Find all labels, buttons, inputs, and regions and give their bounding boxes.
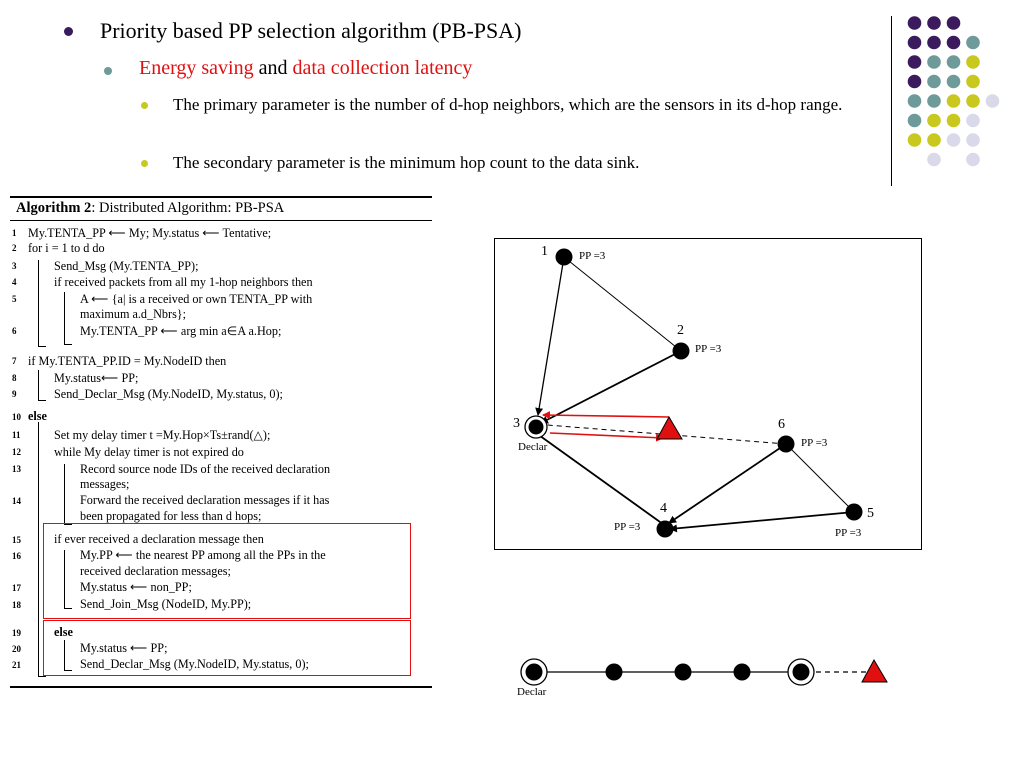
algorithm-box [10,196,432,692]
decorative-dot-grid [895,10,1020,168]
decorative-dot [908,75,922,89]
code-line-continued: messages; [80,477,130,491]
bullet-dot-level3 [141,160,148,167]
edge-3-4 [536,433,667,527]
while-block-bar [64,464,65,524]
decorative-dot [927,153,941,167]
code-line: Send_Msg (My.TENTA_PP); [54,259,199,273]
decorative-dot [966,75,980,89]
code-line: Send_Declar_Msg (My.NodeID, My.status, 0); [80,657,309,671]
network-diagram [494,238,922,550]
chain-sink-triangle [862,660,887,682]
code-line: My.status⟵ PP; [54,371,139,385]
code-line-continued: received declaration messages; [80,564,231,578]
node-pp-6: PP =3 [801,437,828,449]
decorative-dot [908,114,922,128]
decorative-dot [947,133,961,147]
node-2 [673,343,690,360]
line-number: 19 [12,628,21,638]
code-line: Send_Declar_Msg (My.NodeID, My.status, 0); [54,387,283,401]
line-number: 8 [12,373,17,383]
decorative-dot [927,16,941,30]
edge-2-3 [541,351,681,423]
code-line: My.status ⟵ non_PP; [80,580,192,594]
decorative-dot [908,55,922,69]
code-line: My.status ⟵ PP; [80,641,168,655]
line-number: 13 [12,464,21,474]
node-label-3: Declar [518,441,548,453]
code-line: My.TENTA_PP ⟵ My; My.status ⟵ Tentative; [28,226,272,240]
node-pp-5: PP =3 [835,527,862,539]
decorative-dot [908,94,922,108]
chain-node-declar [526,664,543,681]
code-line: else [28,409,47,423]
decorative-dot [927,114,941,128]
title-rule [10,220,432,221]
code-line: Send_Join_Msg (NodeID, My.PP); [80,597,252,611]
node-id-5: 5 [867,506,874,521]
energy-saving-text: Energy saving [139,57,254,79]
line-number: 14 [12,496,21,506]
line-number: 10 [12,412,21,422]
chain-node [675,664,692,681]
code-line: Record source node IDs of the received declaration [80,462,331,476]
bullet-dot-level1 [64,27,73,36]
bullet-level3-primary: The primary parameter is the number of d-hop neighbors, which are the sensors in its d-hop range. [173,95,843,114]
code-line-continued: been propagated for less than d hops; [80,509,262,523]
line-number: 1 [12,228,17,238]
edge-6-4 [669,444,786,523]
red-arrow-bottom [550,433,663,438]
decorative-dot [947,55,961,69]
bullet-dot-level3 [141,102,148,109]
code-line: while My delay timer is not expired do [54,445,244,459]
edge-1-2 [564,257,681,351]
bar-end [38,400,46,401]
network-graph [495,239,921,549]
decorative-dot [986,94,1000,108]
and-text: and [253,57,293,79]
bullet-level3-secondary: The secondary parameter is the minimum hop count to the data sink. [173,153,640,172]
line-number: 17 [12,583,21,593]
decorative-dot [927,55,941,69]
algorithm-title: Algorithm 2: Distributed Algorithm: PB-PSA [16,200,285,216]
decorative-dot [927,94,941,108]
decorative-dot [908,133,922,147]
for-block-bar [38,260,39,346]
edge-6-5 [786,444,854,512]
bullet-level2 [139,57,472,80]
node-6 [778,436,795,453]
line-number: 18 [12,600,21,610]
node-4 [657,521,674,538]
code-line: if received packets from all my 1-hop neighbors then [54,275,313,289]
edge-1-3 [538,257,564,415]
line-number: 3 [12,261,17,271]
decorative-dot [947,114,961,128]
decorative-dot [966,114,980,128]
bar-end [38,346,46,347]
decorative-dot [927,75,941,89]
node-pp-1: PP =3 [579,250,606,262]
edge-5-4 [670,512,854,529]
line-number: 12 [12,447,21,457]
line-number: 11 [12,430,21,440]
bullet-level1: Priority based PP selection algorithm (PB-PSA) [100,18,522,43]
top-rule [10,196,432,198]
line-number: 16 [12,551,21,561]
code-line: for i = 1 to d do [28,241,105,255]
latency-text: data collection latency [292,57,473,79]
sink-triangle [657,417,682,439]
chain-declar-label: Declar [517,686,547,698]
code-line: My.PP ⟵ the nearest PP among all the PPs in the [80,548,326,562]
node-id-1: 1 [541,244,548,259]
node-id-3: 3 [513,416,520,431]
chain-node [606,664,623,681]
chain-node [734,664,751,681]
chain-diagram [510,652,900,692]
line-number: 15 [12,535,21,545]
code-line: My.TENTA_PP ⟵ arg min a∈A a.Hop; [80,324,282,338]
line-number: 2 [12,243,17,253]
node-id-6: 6 [778,417,785,432]
code-line: else [54,625,73,639]
bullet-dot-level2 [104,67,112,75]
decorative-dot [947,36,961,50]
decorative-dot [966,36,980,50]
node-1 [556,249,573,266]
node-pp-4: PP =3 [614,521,641,533]
bar-end [38,676,46,677]
decorative-dot [927,133,941,147]
red-arrow-top [543,415,669,417]
line-number: 21 [12,660,21,670]
line-number: 20 [12,644,21,654]
divider-line [891,16,892,186]
decorative-dot [947,75,961,89]
line-number: 5 [12,294,17,304]
code-line: if ever received a declaration message then [54,532,264,546]
decorative-dot [966,133,980,147]
decorative-dot [966,55,980,69]
node-5 [846,504,863,521]
decorative-dot [908,16,922,30]
else-block-bar [38,422,39,676]
node-pp-2: PP =3 [695,343,722,355]
code-line: Forward the received declaration messages if it has [80,493,330,507]
chain-node [793,664,810,681]
line-number: 7 [12,356,17,366]
bar-end [64,344,72,345]
node-id-2: 2 [677,323,684,338]
code-line: Set my delay timer t =My.Hop×Ts±rand(△); [54,428,271,442]
line-number: 9 [12,389,17,399]
node-id-4: 4 [660,501,667,516]
decorative-dot [947,94,961,108]
decorative-dot [966,94,980,108]
line-number: 4 [12,277,17,287]
code-line-continued: maximum a.d_Nbrs}; [80,307,187,321]
bottom-rule [10,686,432,688]
decorative-dot [908,36,922,50]
decorative-dot [927,36,941,50]
line-number: 6 [12,326,17,336]
decorative-dot [947,16,961,30]
decorative-dot [966,153,980,167]
then-block-bar [38,370,39,400]
if-block-bar [64,292,65,344]
code-line: if My.TENTA_PP.ID = My.NodeID then [28,354,227,368]
code-line: A ⟵ {a| is a received or own TENTA_PP with [80,292,313,306]
node-3 [529,420,544,435]
